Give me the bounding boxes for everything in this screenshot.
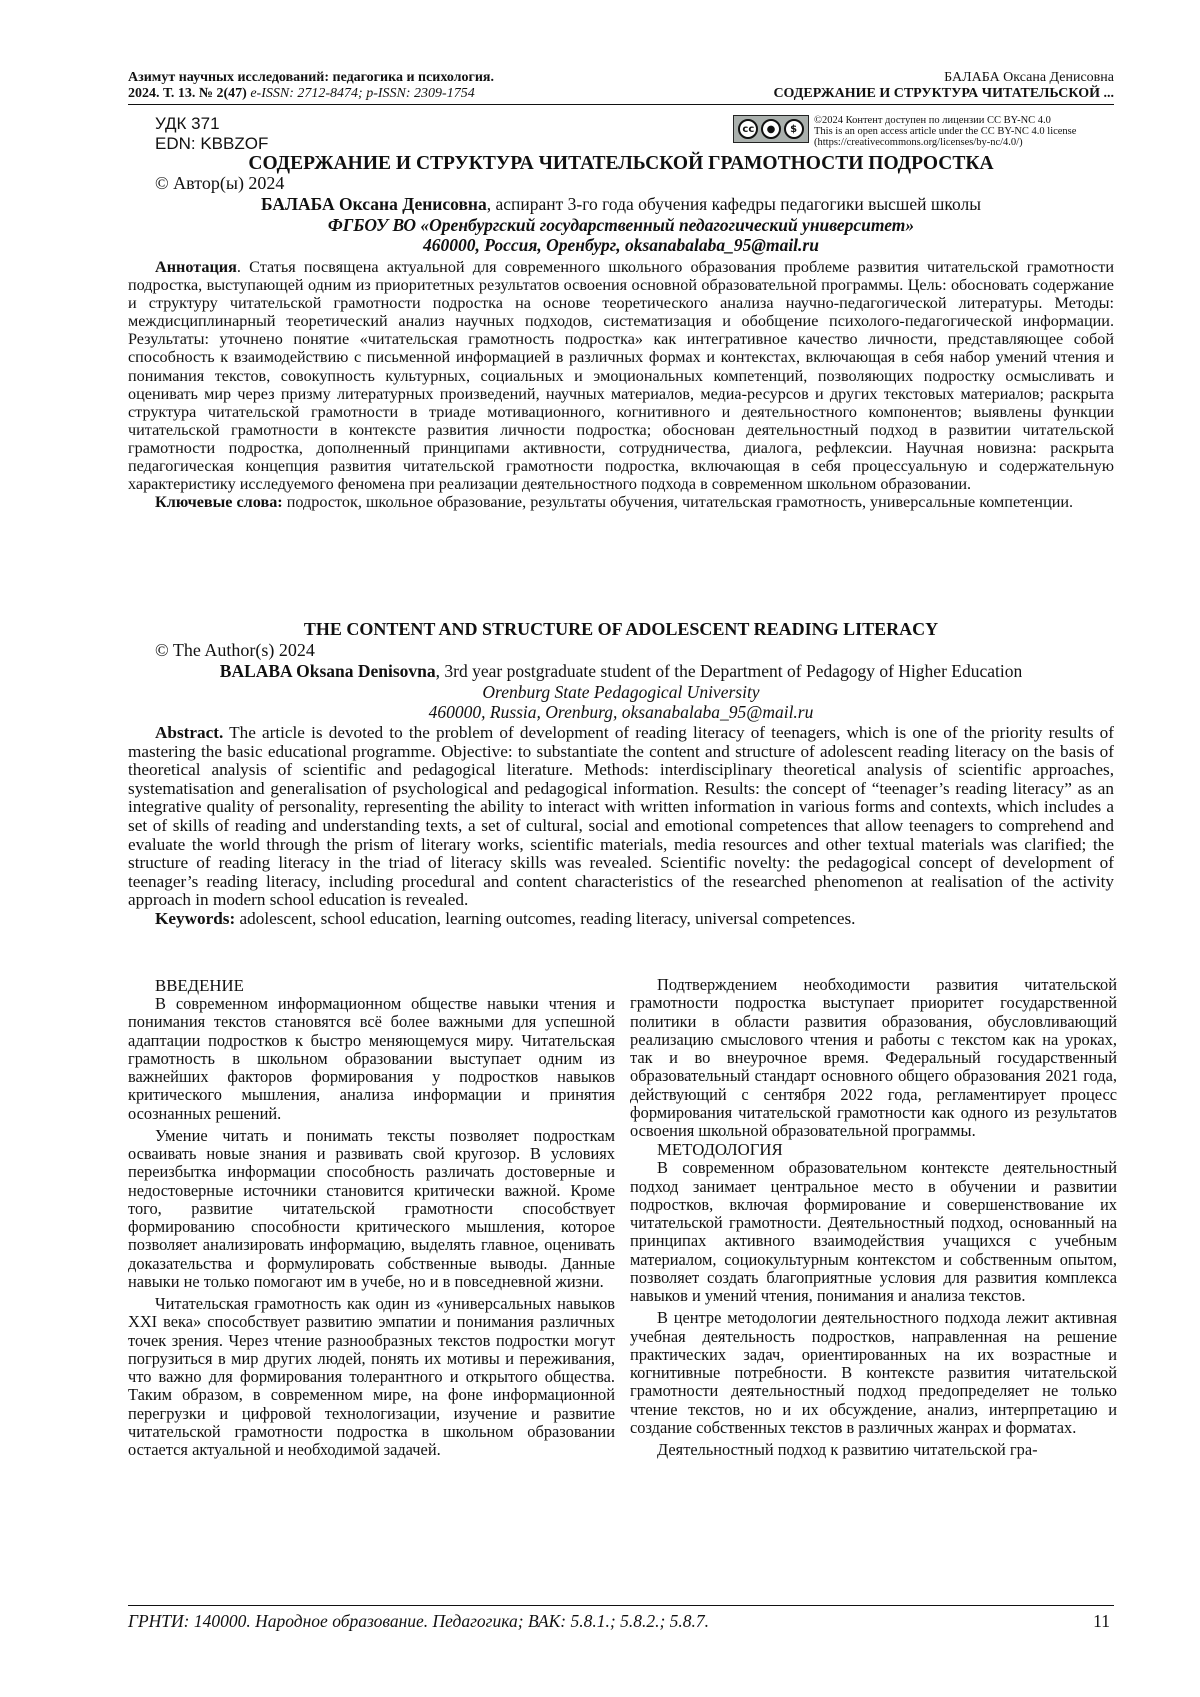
udk-code: УДК 371 bbox=[155, 114, 220, 133]
address-ru: 460000, Россия, Оренбург, oksanabalaba_95@mail.ru bbox=[423, 235, 819, 255]
running-author: БАЛАБА Оксана Денисовна bbox=[944, 70, 1114, 85]
page-number: 11 bbox=[1093, 1611, 1110, 1631]
address-en: 460000, Russia, Orenburg, oksanabalaba_95@mail.ru bbox=[428, 702, 814, 722]
keywords-text-ru: подросток, школьное образование, результаты обучения, читательская грамотность, универсальные компетенции. bbox=[282, 493, 1074, 512]
license-block bbox=[733, 115, 1076, 148]
footer-divider bbox=[128, 1605, 1114, 1606]
footer-classification: ГРНТИ: 140000. Народное образование. Педагогика; ВАК: 5.8.1.; 5.8.2.; 5.8.7. bbox=[128, 1611, 710, 1631]
affiliation-en: Orenburg State Pedagogical University bbox=[482, 682, 760, 702]
license-text: ©2024 Контент доступен по лицензии CC BY-NC 4.0 This is an open access article under the CC BY-NC 4.0 license (https://creativecommons.org/licenses/by-nc/4.0/) bbox=[814, 115, 1077, 148]
keywords-label-en: Keywords: bbox=[155, 908, 236, 928]
article-title-ru: СОДЕРЖАНИЕ И СТРУКТУРА ЧИТАТЕЛЬСКОЙ ГРАМОТНОСТИ ПОДРОСТКА bbox=[248, 153, 994, 174]
body-column-right bbox=[630, 976, 1117, 1459]
author-line-ru: БАЛАБА Оксана Денисовна, аспирант 3-го года обучения кафедры педагогики высшей школы bbox=[260, 194, 981, 214]
intro-paragraph-2: Умение читать и понимать тексты позволяет подросткам осваивать новые знания и развивать свой кругозор. В условиях переизбытка информации способность различать достоверные и недостоверные источники становится критически важной. Кроме того, развитие читательской грамотности способствует формированию способности критического мышления, которое позволяет анализировать информацию, выделять главное, оценивать доказательства и формулировать собственные выводы. Данные навыки не только помогают им в учебе, но и в повседневной жизни. bbox=[128, 1125, 615, 1291]
author-line-en: BALABA Oksana Denisovna, 3rd year postgraduate student of the Department of Pedagogy of Higher Education bbox=[219, 661, 1023, 681]
abstract-label-en: Abstract. bbox=[155, 723, 224, 742]
abstract-text-ru: . Статья посвящена актуальной для современного школьного образования проблеме развития читательской грамотности подростка, выступающей одним из приоритетных результатов освоения основной образовательной программы. Цель: обосновать содержание и структуру читательской грамотности подростка на основе теоретического анализа научно-педагогической литературы. Методы: междисциплинарный теоретический анализ научных подходов, систематизация и обобщение психолого-педагогической информации. Результаты: уточнено понятие «читательская грамотность подростка» как интегративное качество личности, представляющее собой способность к взаимодействию с письменной информацией в различных формах и контекстах, включающая в себя набор умений чтения и понимания текстов, совокупность культурных, социальных и эмоциональных компетенций, позволяющих подростку осмысливать и оценивать мир через призму литературных произведений, научных материалов, медиа-ресурсов и других текстовых материалов; раскрыта структура читательской грамотности в триаде мотивационного, когнитивного и деятельностного компонентов; выявлены функции читательской грамотности в контексте развития личности подростка; обоснован деятельностный подход в развитии читательской грамотности подростка, дополненный принципами активности, сотрудничества, диалога, рефлексии. Научная новизна: раскрыта педагогическая концепция развития читательской грамотности подростка, включающая в себя процессуальную и содержательную характеристику исследуемого феномена при реализации деятельностного подхода в современном школьном образовании. bbox=[128, 258, 1114, 494]
keywords-label-ru: Ключевые слова: bbox=[155, 493, 283, 512]
journal-name: Азимут научных исследований: педагогика и психология. bbox=[128, 70, 495, 85]
article-title-en: THE CONTENT AND STRUCTURE OF ADOLESCENT READING LITERACY bbox=[303, 619, 939, 639]
method-paragraph-3: Деятельностный подход к развитию читательской гра- bbox=[657, 1440, 1038, 1459]
abstract-ru bbox=[128, 258, 1114, 511]
edn-code: EDN: KBBZOF bbox=[155, 134, 269, 153]
cc-license-badge bbox=[733, 115, 809, 143]
running-title: СОДЕРЖАНИЕ И СТРУКТУРА ЧИТАТЕЛЬСКОЙ ... bbox=[773, 86, 1114, 101]
intro-paragraph-3: Читательская грамотность как один из «универсальных навыков XXI века» способствует развитию эмпатии и понимания различных точек зрения. Через чтение разнообразных текстов подростки могут погрузиться в мир других людей, понять их мотивы и переживания, что важно для формирования толерантного и открытого общества. Таким образом, в современном мире, на фоне информационной перегрузки и цифровой технологизации, изучение и развитие читательской грамотности подростка в школьном образовании остается актуальной и необходимой задачей. bbox=[128, 1294, 615, 1459]
method-paragraph-1: В современном образовательном контексте деятельностный подход занимает центральное место в обучении и развитии подростков, включая формирование и совершенствование их читательской грамотности. Деятельностный подход, основанный на принципах активного взаимодействия учащихся с учебным материалом, социокультурным контекстом и собственным опытом, позволяет создать благоприятные условия для развития комплекса навыков и умений чтения, понимания и анализа текстов. bbox=[630, 1158, 1117, 1305]
section-heading-introduction: ВВЕДЕНИЕ bbox=[155, 976, 244, 995]
keywords-text-en: adolescent, school education, learning outcomes, reading literacy, universal competences. bbox=[235, 908, 856, 928]
copyright-en: © The Author(s) 2024 bbox=[155, 640, 315, 660]
running-head bbox=[773, 70, 1114, 102]
abstract-en bbox=[128, 724, 1114, 929]
abstract-label-ru: Аннотация bbox=[155, 258, 237, 276]
intro-paragraph-4: Подтверждением необходимости развития читательской грамотности подростка выступает приоритет государственной политики в области развития образования, обусловливающий реализацию смыслового чтения и работы с текстом как на уроках, так и во внеурочное время. Федеральный государственный образовательный стандарт основного общего образования 2021 года, действующий с сентября 2022 года, регламентирует процесс формирования читательской грамотности как одного из результатов освоения школьной образовательной программы. bbox=[630, 975, 1117, 1140]
body-column-left bbox=[128, 976, 615, 1459]
nc-icon: $ bbox=[784, 119, 804, 139]
journal-header bbox=[128, 70, 494, 102]
cc-icon: cc bbox=[738, 119, 758, 139]
copyright-ru: © Автор(ы) 2024 bbox=[155, 173, 285, 193]
affiliation-ru: ФГБОУ ВО «Оренбургский государственный педагогический университет» bbox=[327, 215, 915, 235]
article-identifiers bbox=[155, 114, 268, 154]
intro-paragraph-1: В современном информационном обществе навыки чтения и понимания текстов становятся всё более важными для успешной адаптации подростков к быстро меняющемуся миру. Читательская грамотность в школьном образовании выступает одним из важнейших факторов формирования у подростков навыков критического мышления, анализа информации и принятия осознанных решений. bbox=[128, 994, 615, 1123]
by-icon: ● bbox=[761, 119, 781, 139]
journal-issue: 2024. Т. 13. № 2(47) e-ISSN: 2712-8474; p-ISSN: 2309-1754 bbox=[128, 86, 475, 101]
header-divider bbox=[128, 104, 1114, 105]
method-paragraph-2: В центре методологии деятельностного подхода лежит активная учебная деятельность подростков, направленная на решение практических задач, ориентированных на их возрастные и когнитивные потребности. В контексте развития читательской грамотности деятельностный подход предопределяет не только чтение текстов, но и их обсуждение, анализ, интерпретацию и создание собственных текстов в различных жанрах и форматах. bbox=[630, 1308, 1117, 1437]
section-heading-methodology: МЕТОДОЛОГИЯ bbox=[657, 1140, 783, 1160]
abstract-text-en: The article is devoted to the problem of development of reading literacy of teenagers, which is one of the priority results of mastering the basic educational programme. Objective: to substantiate the content and structure of adolescent reading literacy on the basis of theoretical analysis of scientific and pedagogical literature. Methods: interdisciplinary theoretical analysis of scientific approaches, systematisation and generalisation of psychological and pedagogical information. Results: the concept of “teenager’s reading literacy” as an integrative quality of personality, representing the ability to interact with written information in various forms and contexts, which includes a set of skills of reading and understanding texts, a set of cultural, social and emotional competences that allow teenagers to comprehend and evaluate the world through the prism of literary works, scientific materials, media resources and other textual materials was clarified; the structure of reading literacy in the triad of literacy skills was revealed. Scientific novelty: the pedagogical concept of development of teenager’s reading literacy, including procedural and content characteristics of the researched phenomenon at realisation of the activity approach in modern school education is revealed. bbox=[128, 723, 1114, 910]
